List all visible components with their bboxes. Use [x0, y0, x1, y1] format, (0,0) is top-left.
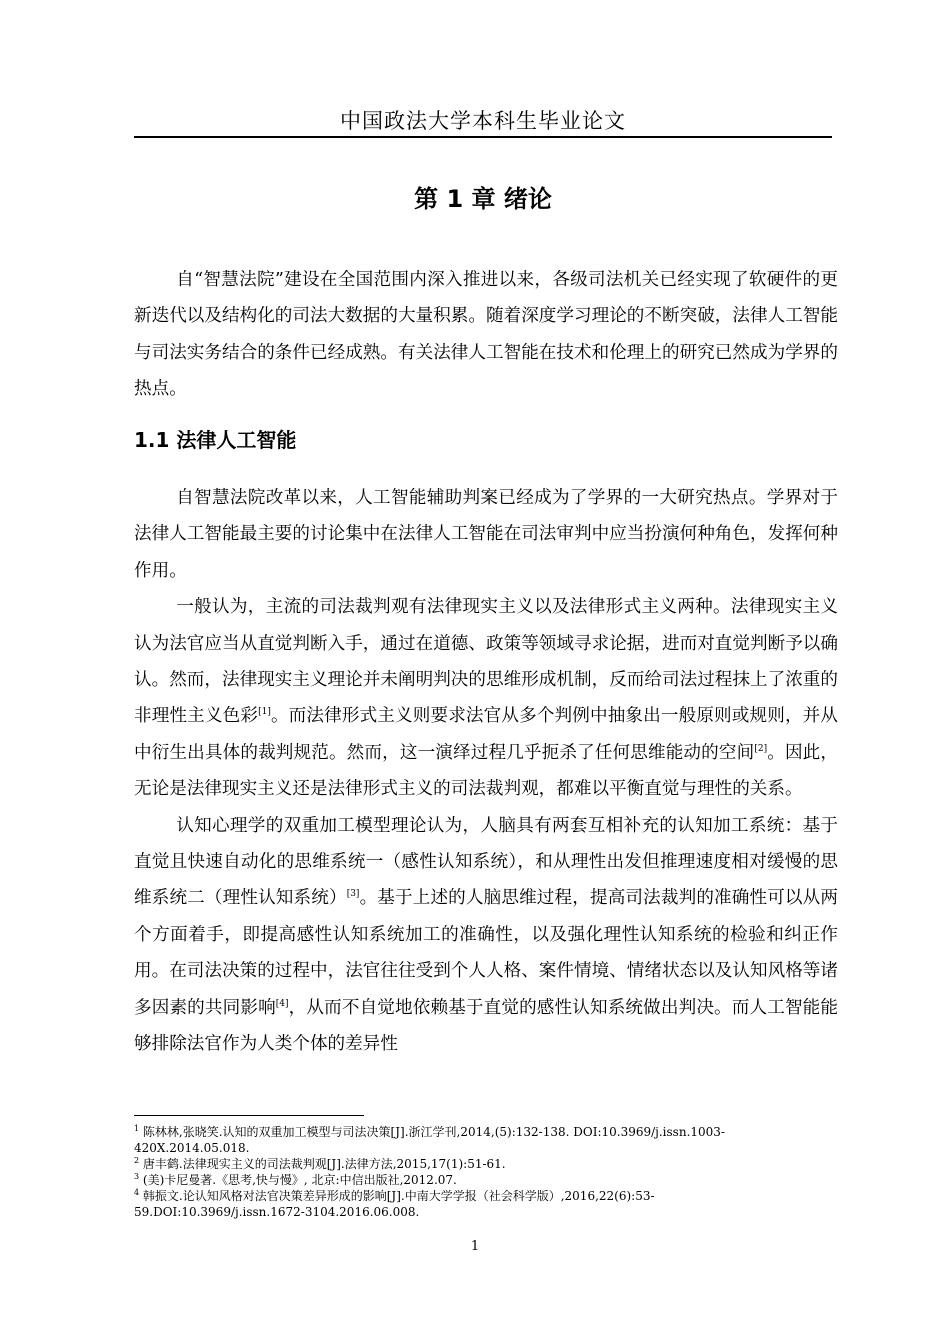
intro-paragraph: 自“智慧法院”建设在全国范围内深入推进以来，各级司法机关已经实现了软硬件的更新迭代以及结构化的司法大数据的大量积累。随着深度学习理论的不断突破，法律人工智能与司法实务结合的条件已经成熟。有关法律人工智能在技术和伦理上的研究已然成为学界的热点。 [134, 270, 838, 400]
intro-section [134, 262, 838, 408]
chapter-title: 第 1 章 绪论 [414, 185, 552, 213]
footnote [134, 1156, 824, 1172]
footnote-text: 陈林林,张晓笑.认知的双重加工模型与司法决策[J].浙江学刊,2014,(5):132-138. DOI:10.3969/j.issn.1003-420X.2014.05.018. [134, 1125, 725, 1155]
paragraph-text: 。因此，无论是法律现实主义还是法律形式主义的司法裁判观，都难以平衡直觉与理性的关系。 [134, 742, 838, 800]
footnote [134, 1188, 824, 1220]
footnote-separator [134, 1115, 364, 1116]
footnote [134, 1172, 824, 1188]
footnote-marker: 1 [134, 1124, 140, 1133]
paragraph-text: 。基于上述的人脑思维过程，提高司法裁判的准确性可以从两个方面着手，即提高感性认知系统加工的准确性，以及强化理性认知系统的检验和纠正作用。在司法决策的过程中，法官往往受到个人人格、案件情境、情绪状态以及认知风格等诸多因素的共同影响 [134, 888, 838, 1018]
paragraph-text: 一般认为，主流的司法裁判观有法律现实主义以及法律形式主义两种。法律现实主义认为法官应当从直觉判断入手，通过在道德、政策等领域寻求论据，进而对直觉判断予以确认。然而，法律现实主义理论并未阐明判决的思维形成机制，反而给司法过程抹上了浓重的非理性主义色彩 [134, 597, 838, 727]
paragraph-text: 认知心理学的双重加工模型理论认为，人脑具有两套互相补充的认知加工系统：基于直觉且快速自动化的思维系统一（感性认知系统），和从理性出发但推理速度相对缓慢的思维系统二（理性认知系统） [134, 815, 838, 909]
header-rule [134, 136, 832, 138]
footnote-marker: 4 [134, 1188, 140, 1197]
citation-ref: [3] [346, 889, 360, 900]
running-header: 中国政法大学本科生毕业论文 [340, 109, 626, 133]
footnote-text: (美)卡尼曼著.《思考,快与慢》, 北京:中信出版社,2012.07. [142, 1173, 457, 1187]
citation-ref: [4] [275, 998, 289, 1009]
citation-ref: [2] [754, 743, 768, 754]
section-body [134, 480, 838, 1063]
footnote [134, 1124, 824, 1156]
body-paragraph-1: 自智慧法院改革以来，人工智能辅助判案已经成为了学界的一大研究热点。学界对于法律人工智能最主要的讨论集中在法律人工智能在司法审判中应当扮演何种角色，发挥何种作用。 [134, 488, 838, 581]
footnote-text: 韩振文.论认知风格对法官决策差异形成的影响[J].中南大学学报（社会科学版）,2016,22(6):53-59.DOI:10.3969/j.issn.1672-3104.2016.06.008. [134, 1189, 655, 1219]
body-paragraph-3 [134, 808, 838, 1063]
page-number: 1 [470, 1239, 480, 1254]
paragraph-text: 。而法律形式主义则要求法官从多个判例中抽象出一般原则或规则，并从中衍生出具体的裁判规范。然而，这一演绎过程几乎扼杀了任何思维能动的空间 [134, 706, 838, 763]
footnote-marker: 2 [134, 1156, 140, 1165]
section-heading: 1.1 法律人工智能 [134, 428, 297, 452]
citation-ref: [1] [258, 707, 271, 718]
footnote-text: 唐丰鹤.法律现实主义的司法裁判观[J].法律方法,2015,17(1):51-61. [142, 1157, 506, 1171]
paragraph-text: ，从而不自觉地依赖基于直觉的感性认知系统做出判决。而人工智能能够排除法官作为人类个体的差异性 [134, 997, 838, 1055]
body-paragraph-2 [134, 589, 838, 807]
footnote-marker: 3 [134, 1172, 140, 1181]
footnotes [134, 1124, 824, 1220]
